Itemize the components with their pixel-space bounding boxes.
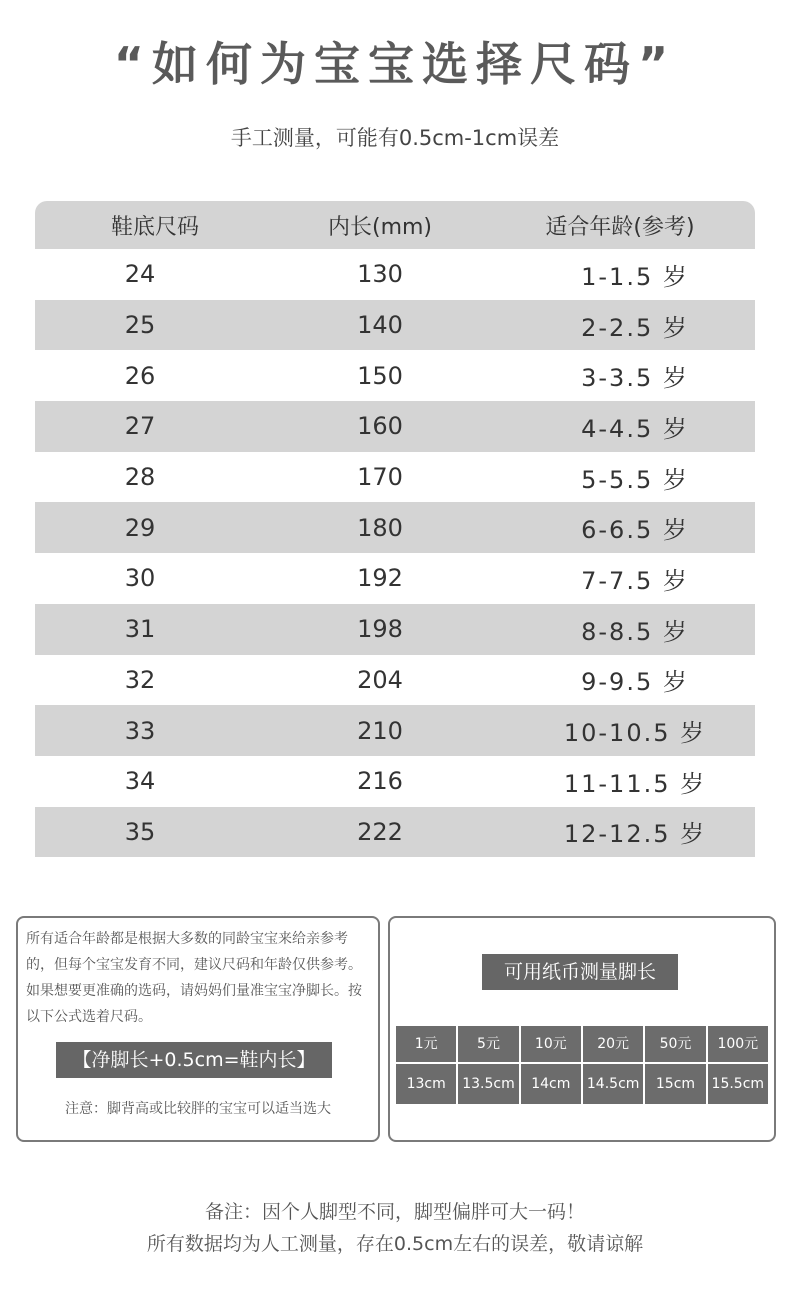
- age-cell: 7-7.5 岁: [581, 566, 689, 595]
- header-inner-length: 内长(mm): [327, 214, 433, 240]
- caution-text: 注意：脚背高或比较胖的宝宝可以适当选大: [65, 1101, 331, 1117]
- sole-size-cell: 29: [124, 513, 156, 542]
- banknote-length-cell: 14.5cm: [583, 1064, 645, 1104]
- page-title: “如何为宝宝选择尺码”: [113, 37, 677, 91]
- banknote-length-cell: 14cm: [521, 1064, 583, 1104]
- age-cell: 8-8.5 岁: [581, 617, 689, 646]
- age-cell: 1-1.5 岁: [581, 262, 689, 291]
- age-cell: 4-4.5 岁: [581, 414, 689, 443]
- inner-length-cell: 130: [357, 260, 403, 289]
- age-cell: 9-9.5 岁: [581, 668, 689, 697]
- footer-line-1: 备注：因个人脚型不同，脚型偏胖可大一码！: [204, 1201, 585, 1223]
- banknote-length-row: [396, 1064, 768, 1104]
- banknote-cell: 10元: [521, 1026, 583, 1064]
- sole-size-cell: 31: [124, 615, 156, 644]
- page-subtitle: 手工测量，可能有0.5cm-1cm误差: [230, 126, 560, 150]
- age-cell: 5-5.5 岁: [581, 465, 689, 494]
- banknote-length-cell: 15cm: [645, 1064, 707, 1104]
- inner-length-cell: 140: [357, 311, 403, 340]
- banknote-measure-box: [388, 916, 776, 1142]
- table-row: [35, 401, 755, 452]
- inner-length-cell: 160: [357, 412, 403, 441]
- measurement-note-box: [16, 916, 380, 1142]
- inner-length-cell: 192: [357, 564, 403, 593]
- table-row: [35, 807, 755, 858]
- inner-length-cell: 222: [357, 817, 403, 846]
- table-header: [35, 201, 755, 249]
- formula-badge: 【净脚长+0.5cm=鞋内长】: [56, 1042, 332, 1078]
- sole-size-cell: 25: [124, 311, 156, 340]
- sole-size-cell: 27: [124, 412, 156, 441]
- sole-size-cell: 33: [124, 716, 156, 745]
- inner-length-cell: 216: [357, 767, 403, 796]
- banknote-length-cell: 13cm: [396, 1064, 458, 1104]
- table-row: [35, 249, 755, 300]
- table-row: [35, 705, 755, 756]
- banknote-cell: 100元: [708, 1026, 768, 1064]
- age-cell: 2-2.5 岁: [581, 313, 689, 342]
- size-table: [35, 201, 755, 857]
- table-row: [35, 502, 755, 553]
- age-cell: 11-11.5 岁: [563, 769, 707, 798]
- sole-size-cell: 35: [124, 817, 156, 846]
- banknote-cell: 20元: [583, 1026, 645, 1064]
- inner-length-cell: 210: [357, 716, 403, 745]
- sole-size-cell: 26: [124, 361, 156, 390]
- table-row: [35, 553, 755, 604]
- age-cell: 12-12.5 岁: [563, 820, 707, 849]
- measurement-note-text: 所有适合年龄都是根据大多数的同龄宝宝来给亲参考的，但每个宝宝发育不同，建议尺码和年龄仅供参考。如果想要更准确的选码，请妈妈们量准宝宝净脚长。按以下公式选着尺码。: [26, 931, 362, 1025]
- table-row: [35, 350, 755, 401]
- banknote-row: [396, 1026, 768, 1064]
- footer-line-2: 所有数据均为人工测量，存在0.5cm左右的误差，敬请谅解: [146, 1233, 644, 1255]
- banknote-cell: 50元: [645, 1026, 707, 1064]
- banknote-cell: 1元: [396, 1026, 458, 1064]
- sole-size-cell: 30: [124, 564, 156, 593]
- banknote-cell: 5元: [458, 1026, 520, 1064]
- sole-size-cell: 24: [124, 260, 156, 289]
- age-cell: 6-6.5 岁: [581, 516, 689, 545]
- table-row: [35, 300, 755, 351]
- inner-length-cell: 150: [357, 361, 403, 390]
- age-cell: 10-10.5 岁: [563, 719, 707, 748]
- table-row: [35, 604, 755, 655]
- table-row: [35, 756, 755, 807]
- footer-notes: [0, 1196, 790, 1260]
- banknote-length-cell: 15.5cm: [708, 1064, 768, 1104]
- header-suitable-age: 适合年龄(参考): [545, 214, 695, 240]
- table-row: [35, 452, 755, 503]
- inner-length-cell: 170: [357, 463, 403, 492]
- sole-size-cell: 28: [124, 463, 156, 492]
- banknote-length-cell: 13.5cm: [458, 1064, 520, 1104]
- inner-length-cell: 198: [357, 615, 403, 644]
- sole-size-cell: 32: [124, 665, 156, 694]
- banknote-table: [396, 1026, 768, 1104]
- header-sole-size: 鞋底尺码: [110, 214, 199, 240]
- inner-length-cell: 180: [357, 513, 403, 542]
- inner-length-cell: 204: [357, 665, 403, 694]
- banknote-title: 可用纸币测量脚长: [482, 954, 678, 990]
- age-cell: 3-3.5 岁: [581, 364, 689, 393]
- sole-size-cell: 34: [124, 767, 156, 796]
- table-row: [35, 655, 755, 706]
